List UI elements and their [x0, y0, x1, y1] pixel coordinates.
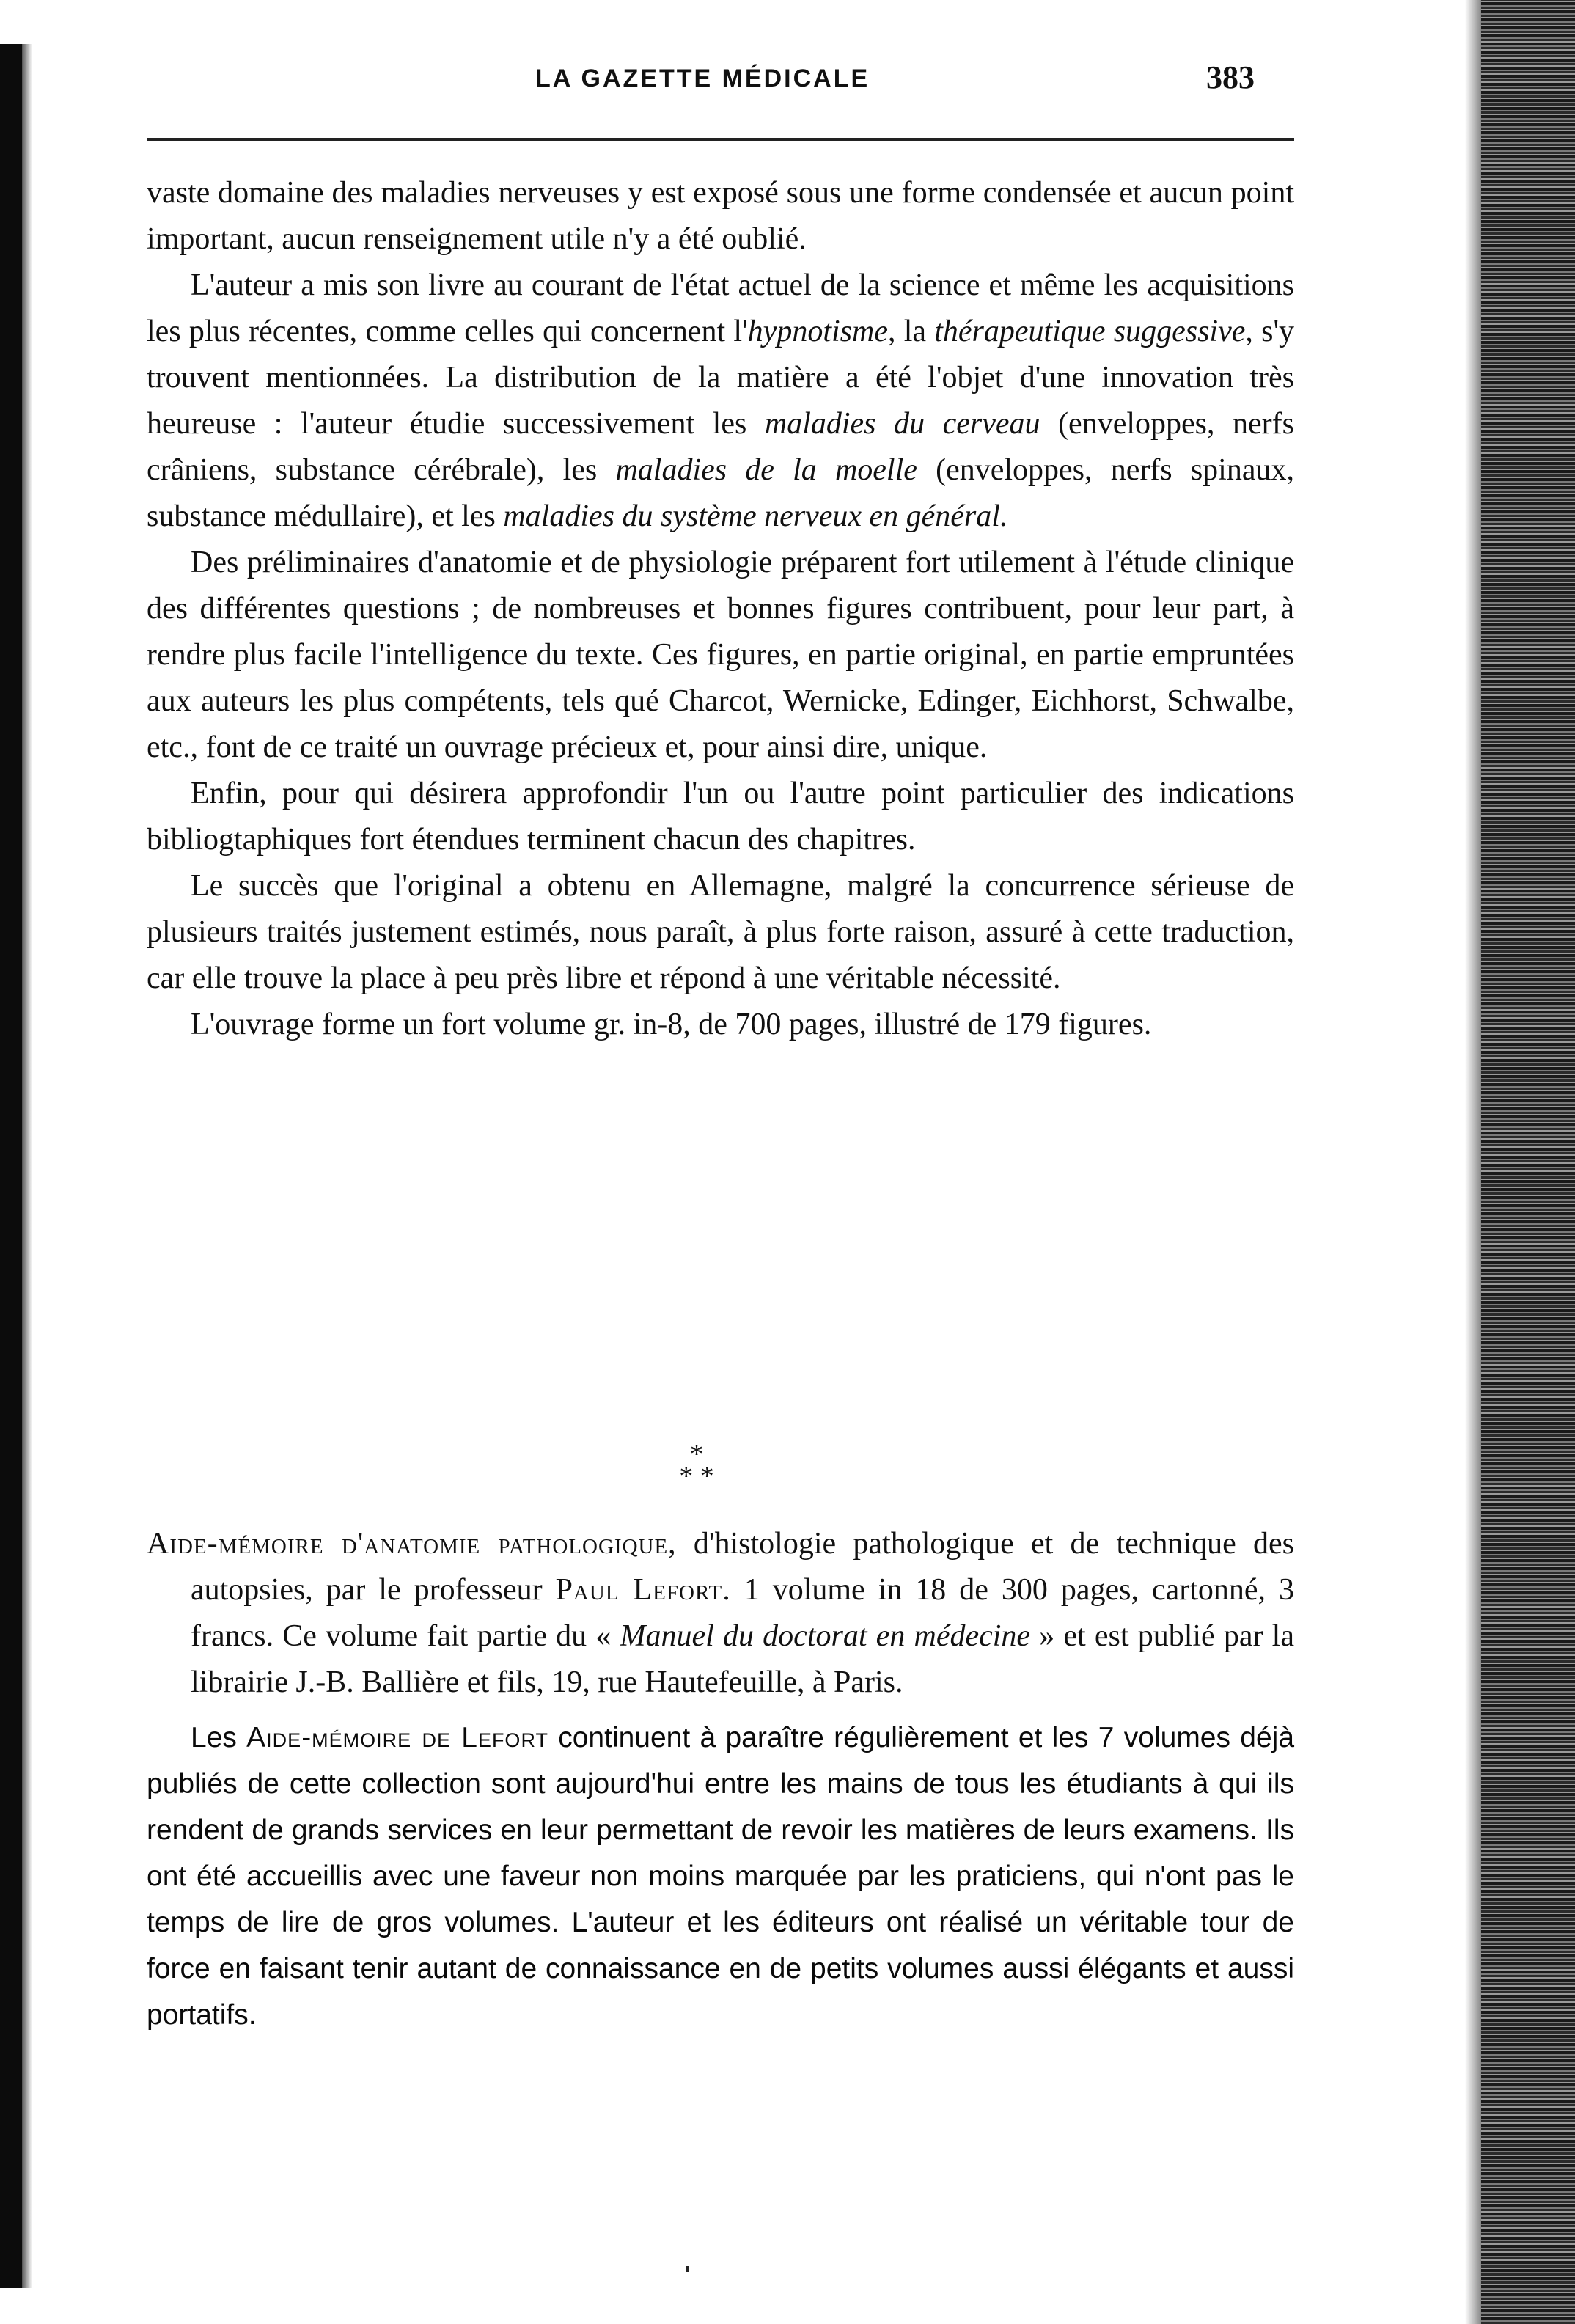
paragraph-2-italic-4: maladies de la moelle — [615, 453, 917, 487]
scan-left-binding-edge — [0, 44, 22, 2288]
paragraph-6: L'ouvrage forme un fort volume gr. in-8, de 700 pages, illustré de 179 figures. — [191, 1008, 1152, 1041]
notice-paragraph-series: Aide-mémoire de Lefort — [246, 1722, 548, 1753]
paragraph-2-text-a: L'auteur a mis son livre au courant de l'état actuel de la science et même les acquisitions les plus récentes, comme celles qui concernent l' — [147, 268, 1294, 348]
asterism-bottom: * * — [679, 1461, 714, 1492]
paragraph-2-italic-2: thérapeutique suggessive — [934, 315, 1246, 348]
paragraph-2-italic-1: hypnotisme — [747, 315, 888, 348]
paragraph-3: Des préliminaires d'anatomie et de physiologie préparent fort utilement à l'étude clinique des différentes questions ; de nombreuses et bonnes figures contribuent, pour leur part, à rendre plus facile l'intelligence du texte. Ces figures, en partie original, en partie empruntées aux auteurs les plus compétents, tels qué Charcot, Wernicke, Edinger, Eichhorst, Schwalbe, etc., font de ce traité un ouvrage précieux et, pour ainsi dire, unique. — [147, 546, 1294, 764]
review-body — [147, 170, 1294, 1048]
paragraph-2-text-e: (enveloppes, nerfs spinaux, substance médullaire), et les — [147, 453, 1294, 533]
notice-series: Manuel du doctorat en médecine — [620, 1619, 1031, 1653]
paragraph-2-italic-3: maladies du cerveau — [764, 407, 1040, 441]
notice-details: 1 volume in 18 de 300 pages, cartonné, 3 francs. Ce volume fait partie du « — [191, 1573, 1295, 1653]
paragraph-2-text-b: , la — [887, 315, 935, 348]
notice-entry — [147, 1521, 1294, 1706]
asterism-separator — [653, 1439, 741, 1492]
scan-left-shadow — [22, 44, 32, 2288]
paragraph-2-text-c: , s'y trouvent mentionnées. La distribution de la matière a été l'objet d'une innovation très heureuse : l'auteur étudie successivement les — [147, 315, 1295, 441]
notice-title: Aide-mémoire d'anatomie pathologique, — [147, 1527, 677, 1561]
notice-paragraph — [147, 1715, 1294, 2038]
paragraph-1: vaste domaine des maladies nerveuses y est exposé sous une forme condensée et aucun point important, aucun renseignement utile n'y a été oublié. — [147, 176, 1294, 256]
page-number: 383 — [1206, 59, 1255, 95]
paragraph-5: Le succès que l'original a obtenu en Allemagne, malgré la concurrence sérieuse de plusieurs traités justement estimés, nous paraît, à plus forte raison, assuré à cette traduction, car elle trouve la place à peu près libre et répond à une véritable nécessité. — [147, 869, 1294, 995]
notice-publisher: » et est publié par la librairie J.-B. Ballière et fils, 19, rue Hautefeuille, à Paris. — [191, 1619, 1294, 1699]
paragraph-4: Enfin, pour qui désirera approfondir l'un ou l'autre point particulier des indications bibliogtaphiques fort étendues terminent chacun des chapitres. — [147, 777, 1294, 857]
book-notice — [147, 1521, 1294, 2038]
header-rule — [147, 138, 1294, 141]
ink-speck — [686, 2266, 689, 2272]
running-title: LA GAZETTE MÉDICALE — [535, 65, 870, 92]
scan-right-shadow — [1465, 0, 1481, 2324]
scan-right-page-edge — [1481, 0, 1575, 2324]
notice-paragraph-b: continuent à paraître régulièrement et les 7 volumes déjà publiés de cette collection sont aujourd'hui entre les mains de tous les étudiants à qui ils rendent de grands services en leur permettant de revoir les matières de leurs examens. Ils ont été accueillis avec une faveur non moins marquée par les praticiens, qui n'ont pas le temps de lire de gros volumes. L'auteur et les éditeurs ont réalisé un véritable tour de force en faisant tenir autant de connaissance en de petits volumes aussi élégants et aussi portatifs. — [147, 1722, 1295, 2031]
asterism-top: * — [689, 1439, 704, 1470]
paragraph-2-text-d: (enveloppes, nerfs crâniens, substance cérébrale), les — [147, 407, 1294, 487]
paragraph-2-italic-5: maladies du système nerveux en général. — [503, 499, 1008, 533]
notice-paragraph-a: Les — [191, 1722, 247, 1753]
notice-title-rest: d'histologie pathologique et de technique des autopsies, par le professeur — [191, 1527, 1294, 1607]
notice-author: Paul Lefort. — [555, 1573, 731, 1607]
paragraph-2 — [147, 263, 1294, 540]
